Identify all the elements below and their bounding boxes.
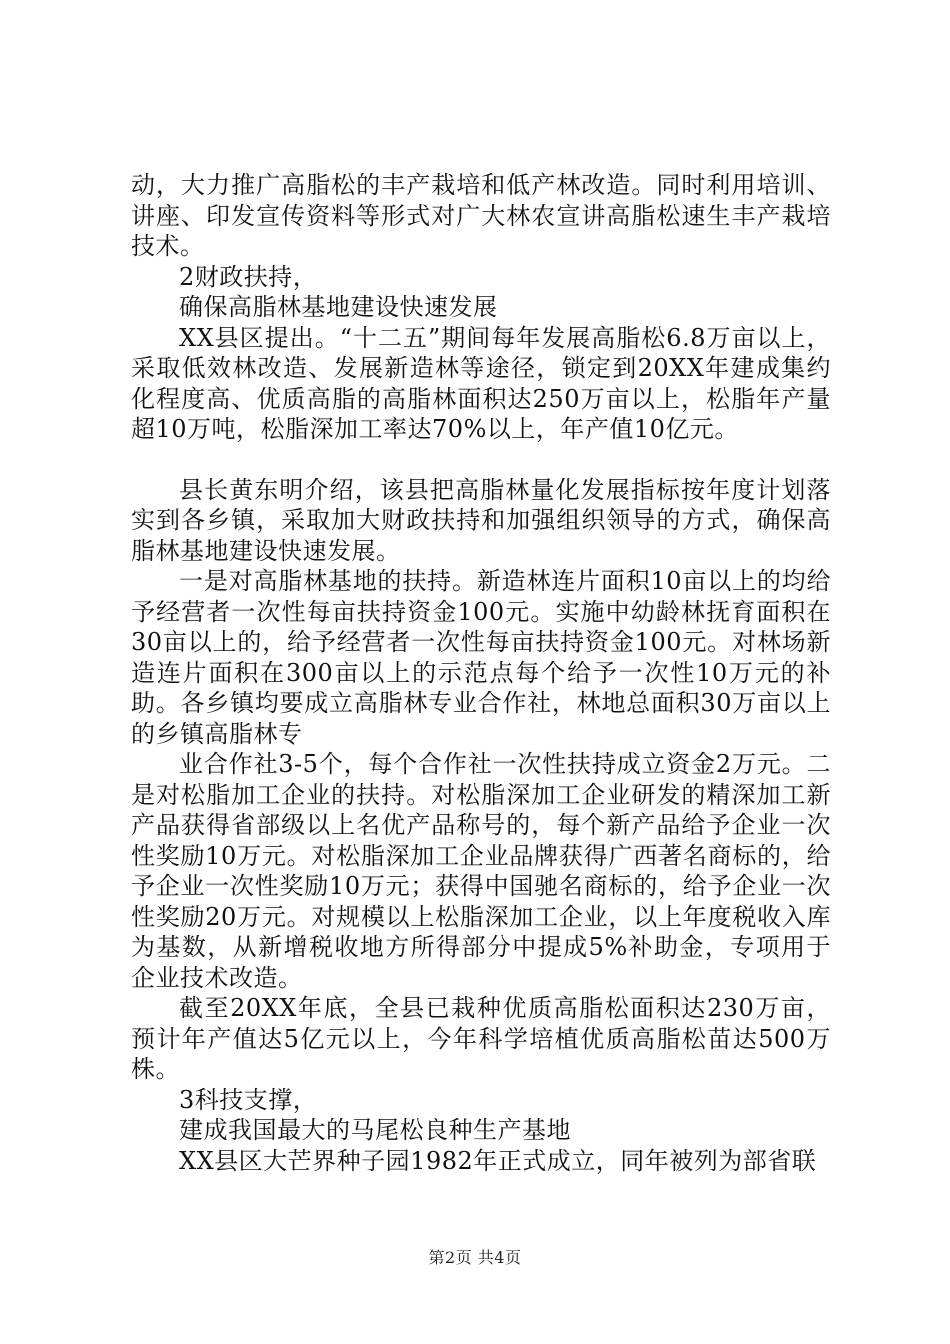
section-heading-finance: 2财政扶持， (179, 262, 318, 291)
section-subheading-finance: 确保高脂林基地建设快速发展 (179, 293, 498, 321)
document-body (131, 170, 831, 1176)
paragraph-county-head: 县长黄东明介绍，该县把高脂林量化发展指标按年度计划落实到各乡镇，采取加大财政扶持和加强组织领导的方式，确保高脂林基地建设快速发展。 (131, 475, 831, 565)
paragraph-continuation: 动，大力推广高脂松的丰产栽培和低产林改造。同时利用培训、讲座、印发宣传资料等形式对广大林农宣讲高脂松速生丰产栽培技术。 (131, 171, 831, 260)
paragraph-results: 截至20XX年底，全县已栽种优质高脂松面积达230万亩，预计年产值达5亿元以上，今年科学培植优质高脂松苗达500万株。 (131, 994, 831, 1083)
paragraph-seed-orchard: XX县区大芒界种子园1982年正式成立，同年被列为部省联 (179, 1146, 817, 1175)
page-footer: 第2页 共4页 (428, 1248, 522, 1267)
section-subheading-technology: 建成我国最大的马尾松良种生产基地 (179, 1116, 571, 1144)
paragraph-gap (131, 445, 831, 475)
paragraph-forest-support: 一是对高脂林基地的扶持。新造林连片面积10亩以上的均给予经营者一次性每亩扶持资金100元。实施中幼龄林抚育面积在30亩以上的，给予经营者一次性每亩扶持资金100元。对林场新造连片面积在300亩以上的示范点每个给予一次性10万元的补助。各乡镇均要成立高脂林专业合作社，林地总面积30万亩以上的乡镇高脂林专 (131, 567, 831, 748)
paragraph-plan: XX县区提出。“十二五”期间每年发展高脂松6.8万亩以上，采取低效林改造、发展新造林等途径，锁定到20XX年建成集约化程度高、优质高脂的高脂林面积达250万亩以上，松脂年产量超10万吨，松脂深加工率达70%以上，年产值10亿元。 (131, 323, 831, 443)
paragraph-enterprise-support: 业合作社3-5个，每个合作社一次性扶持成立资金2万元。二是对松脂加工企业的扶持。对松脂深加工企业研发的精深加工新产品获得省部级以上名优产品称号的，每个新产品给予企业一次性奖励10万元。对松脂深加工企业品牌获得广西著名商标的，给予企业一次性奖励10万元；获得中国驰名商标的，给予企业一次性奖励20万元。对规模以上松脂深加工企业，以上年度税收入库为基数，从新增税收地方所得部分中提成5%补助金，专项用于企业技术改造。 (131, 750, 831, 992)
section-heading-technology: 3科技支撑， (179, 1085, 318, 1114)
